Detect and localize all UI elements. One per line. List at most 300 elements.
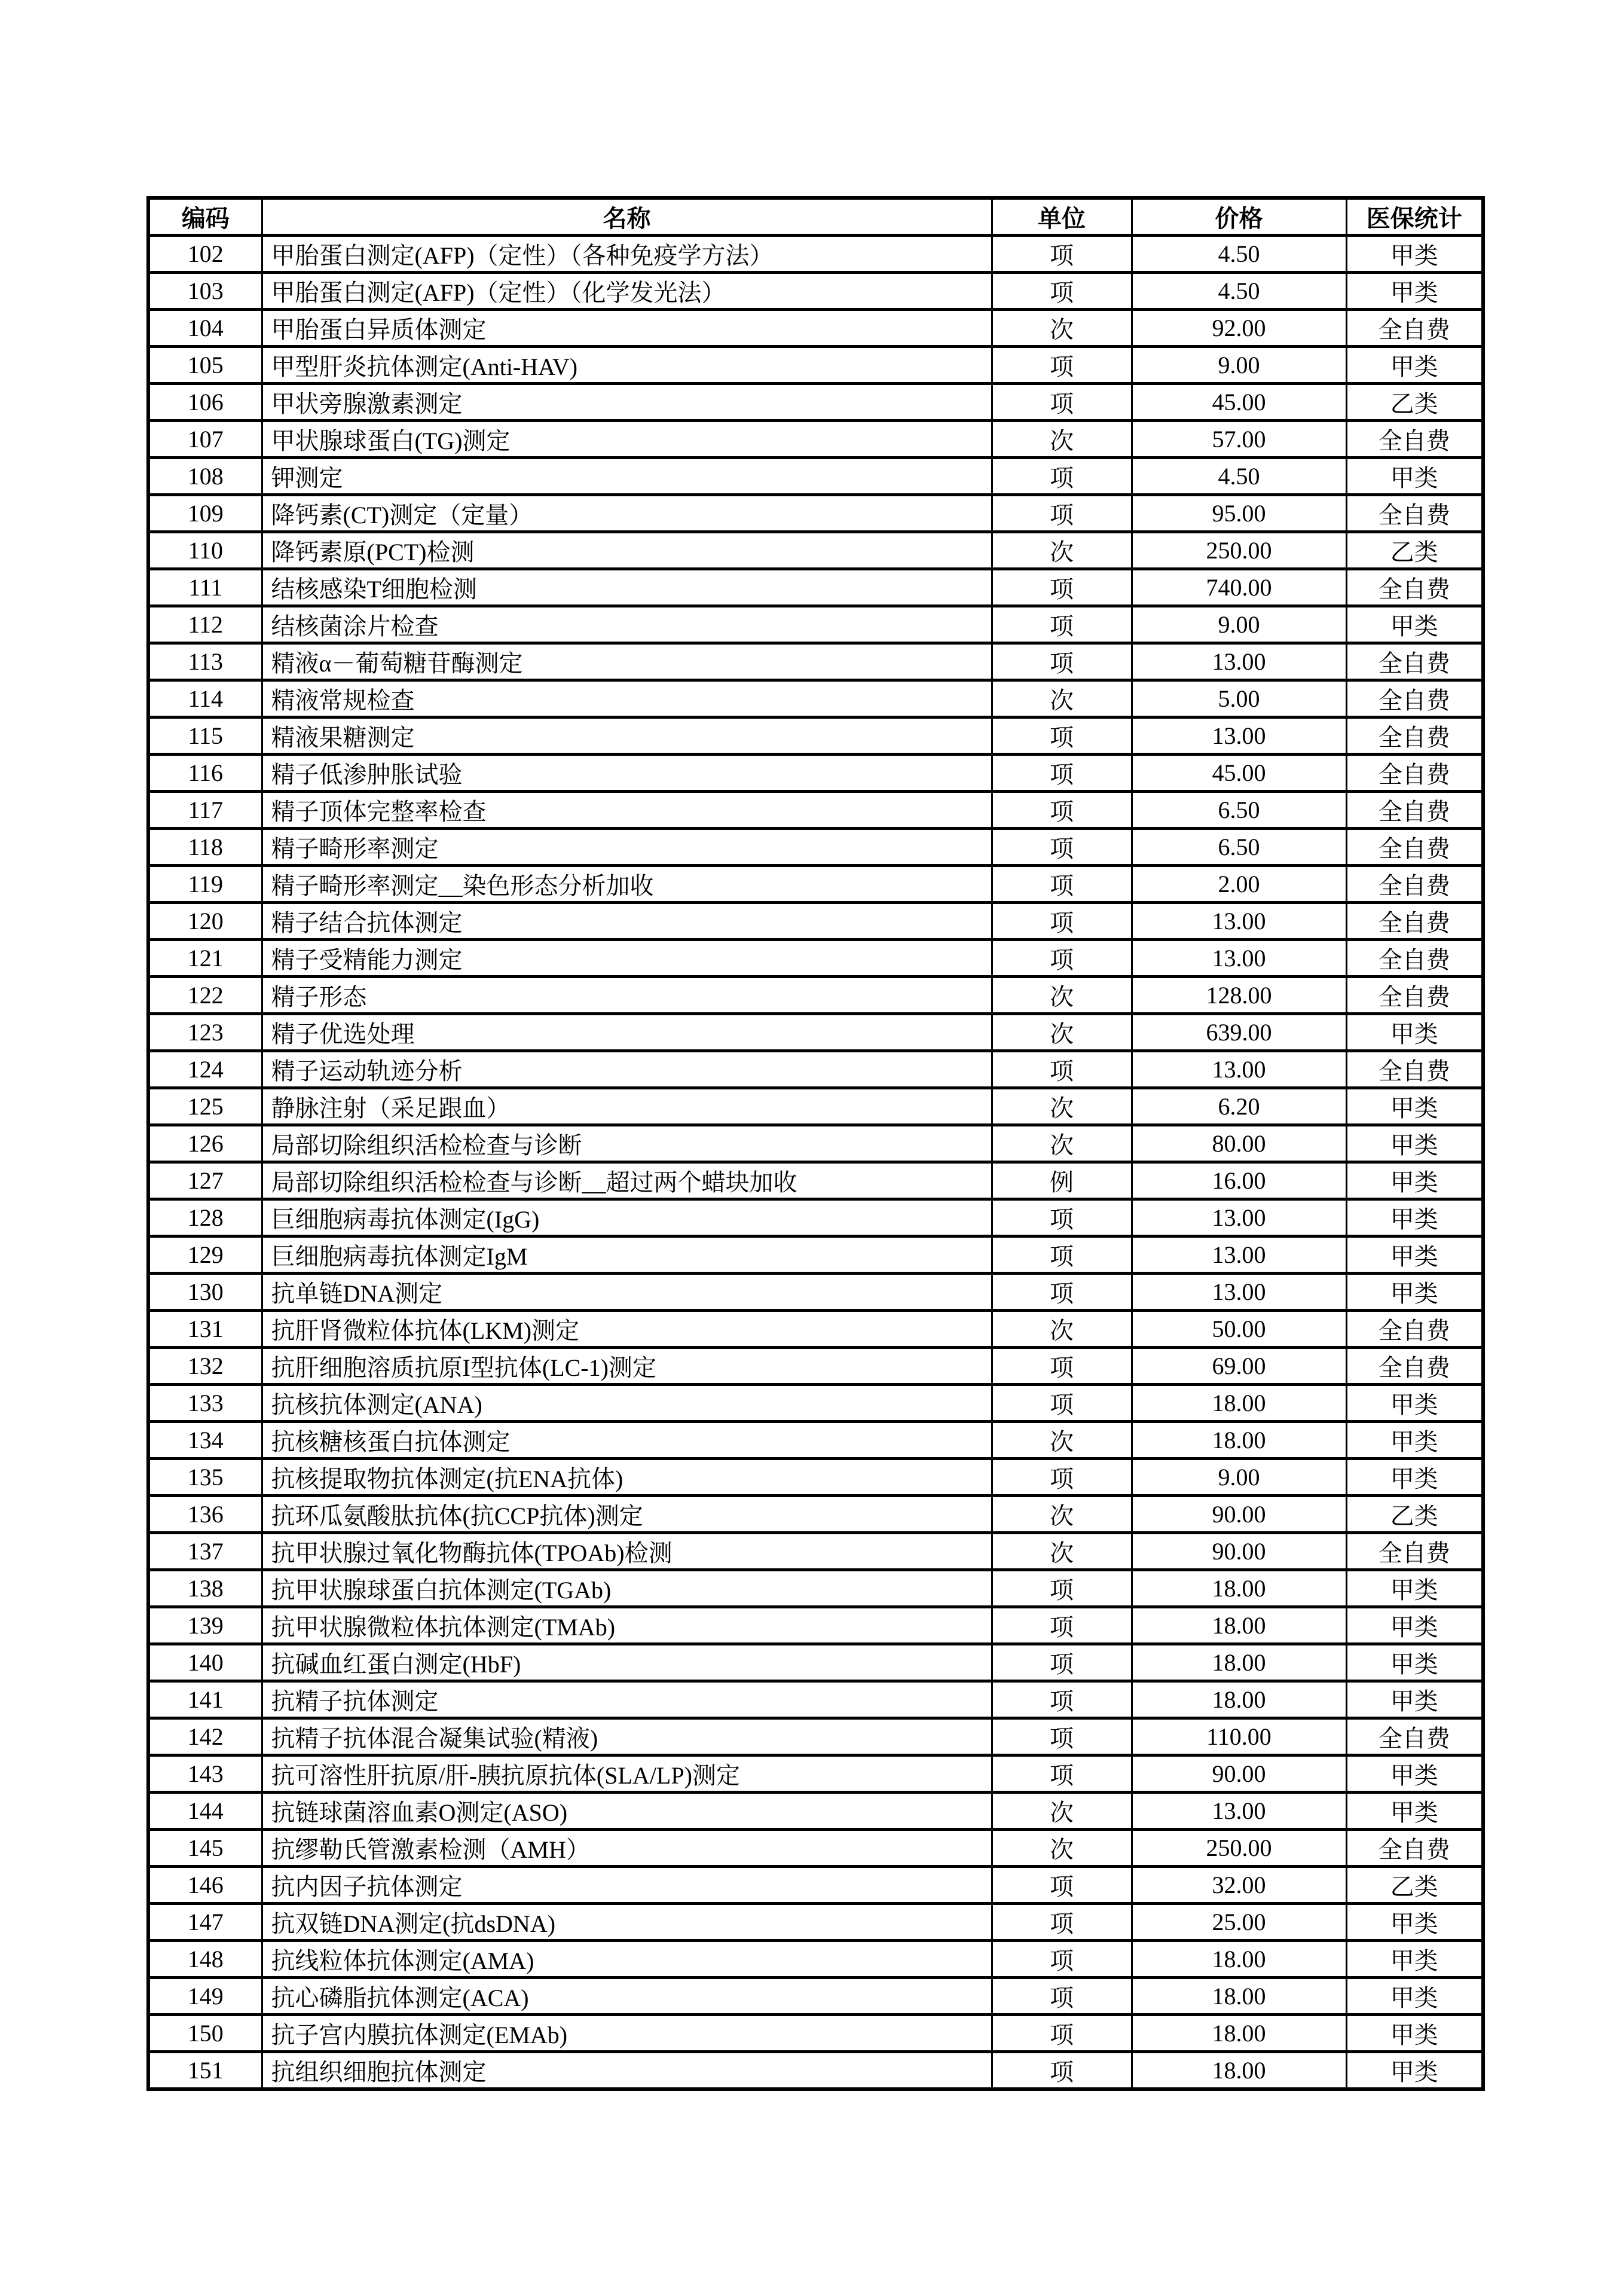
table-row — [148, 1348, 1483, 1385]
cell-insurance: 甲类 — [1346, 347, 1483, 384]
cell-insurance: 乙类 — [1346, 384, 1483, 421]
cell-unit: 项 — [992, 1904, 1132, 1941]
cell-unit: 项 — [992, 903, 1132, 940]
cell-price: 95.00 — [1132, 495, 1346, 532]
cell-price: 5.00 — [1132, 680, 1346, 718]
cell-price: 740.00 — [1132, 569, 1346, 606]
cell-price: 18.00 — [1132, 2015, 1346, 2052]
cell-unit: 次 — [992, 310, 1132, 347]
cell-insurance: 全自费 — [1346, 1051, 1483, 1088]
cell-name: 甲型肝炎抗体测定(Anti-HAV) — [262, 347, 992, 384]
medical-price-table — [146, 196, 1485, 2091]
table-row — [148, 1162, 1483, 1199]
cell-code: 112 — [148, 606, 262, 643]
cell-code: 144 — [148, 1793, 262, 1830]
cell-code: 146 — [148, 1867, 262, 1904]
cell-code: 137 — [148, 1533, 262, 1570]
cell-name: 抗单链DNA测定 — [262, 1274, 992, 1311]
cell-name: 抗心磷脂抗体测定(ACA) — [262, 1978, 992, 2015]
cell-unit: 项 — [992, 1644, 1132, 1681]
cell-unit: 项 — [992, 643, 1132, 680]
cell-price: 4.50 — [1132, 236, 1346, 273]
cell-code: 119 — [148, 866, 262, 903]
cell-insurance: 甲类 — [1346, 1755, 1483, 1793]
cell-name: 静脉注射（采足跟血） — [262, 1088, 992, 1125]
table-row — [148, 273, 1483, 310]
cell-price: 25.00 — [1132, 1904, 1346, 1941]
cell-name: 抗精子抗体测定 — [262, 1681, 992, 1718]
cell-name: 抗组织细胞抗体测定 — [262, 2052, 992, 2090]
cell-unit: 项 — [992, 1051, 1132, 1088]
cell-price: 13.00 — [1132, 643, 1346, 680]
cell-unit: 项 — [992, 495, 1132, 532]
cell-name: 抗环瓜氨酸肽抗体(抗CCP抗体)测定 — [262, 1496, 992, 1533]
cell-code: 133 — [148, 1385, 262, 1422]
cell-unit: 项 — [992, 1607, 1132, 1644]
cell-code: 120 — [148, 903, 262, 940]
cell-insurance: 甲类 — [1346, 1274, 1483, 1311]
table-row — [148, 1793, 1483, 1830]
cell-name: 精液果糖测定 — [262, 718, 992, 755]
cell-name: 钾测定 — [262, 458, 992, 495]
cell-price: 6.50 — [1132, 792, 1346, 829]
table-row — [148, 236, 1483, 273]
cell-unit: 次 — [992, 680, 1132, 718]
cell-unit: 项 — [992, 1385, 1132, 1422]
table-row — [148, 977, 1483, 1014]
cell-price: 18.00 — [1132, 1385, 1346, 1422]
cell-unit: 项 — [992, 384, 1132, 421]
cell-name: 精液α－葡萄糖苷酶测定 — [262, 643, 992, 680]
table-row — [148, 1533, 1483, 1570]
cell-insurance: 甲类 — [1346, 1978, 1483, 2015]
table-row — [148, 1199, 1483, 1236]
table-row — [148, 1830, 1483, 1867]
cell-insurance: 乙类 — [1346, 1496, 1483, 1533]
cell-insurance: 甲类 — [1346, 1607, 1483, 1644]
cell-insurance: 甲类 — [1346, 1385, 1483, 1422]
cell-code: 122 — [148, 977, 262, 1014]
cell-price: 18.00 — [1132, 1570, 1346, 1607]
cell-insurance: 甲类 — [1346, 1459, 1483, 1496]
cell-unit: 项 — [992, 1867, 1132, 1904]
column-header-code: 编码 — [148, 198, 262, 236]
cell-unit: 次 — [992, 1088, 1132, 1125]
cell-unit: 项 — [992, 1236, 1132, 1274]
cell-unit: 次 — [992, 1496, 1132, 1533]
cell-code: 130 — [148, 1274, 262, 1311]
cell-insurance: 甲类 — [1346, 606, 1483, 643]
table-row — [148, 1051, 1483, 1088]
cell-name: 抗子宫内膜抗体测定(EMAb) — [262, 2015, 992, 2052]
cell-unit: 次 — [992, 1422, 1132, 1459]
table-row — [148, 2015, 1483, 2052]
cell-unit: 次 — [992, 532, 1132, 569]
header-row — [148, 198, 1483, 236]
cell-unit: 项 — [992, 755, 1132, 792]
cell-insurance: 甲类 — [1346, 1904, 1483, 1941]
cell-name: 甲状旁腺激素测定 — [262, 384, 992, 421]
cell-code: 135 — [148, 1459, 262, 1496]
table-row — [148, 1681, 1483, 1718]
cell-name: 精子畸形率测定__染色形态分析加收 — [262, 866, 992, 903]
cell-name: 甲胎蛋白测定(AFP)（定性）（化学发光法） — [262, 273, 992, 310]
cell-price: 110.00 — [1132, 1718, 1346, 1755]
cell-unit: 项 — [992, 236, 1132, 273]
table-row — [148, 495, 1483, 532]
column-header-unit: 单位 — [992, 198, 1132, 236]
cell-insurance: 全自费 — [1346, 903, 1483, 940]
cell-code: 115 — [148, 718, 262, 755]
cell-code: 103 — [148, 273, 262, 310]
cell-code: 107 — [148, 421, 262, 458]
cell-unit: 项 — [992, 866, 1132, 903]
cell-unit: 例 — [992, 1162, 1132, 1199]
table-row — [148, 792, 1483, 829]
cell-name: 精子结合抗体测定 — [262, 903, 992, 940]
cell-price: 16.00 — [1132, 1162, 1346, 1199]
cell-insurance: 甲类 — [1346, 1199, 1483, 1236]
cell-name: 抗缪勒氏管激素检测（AMH） — [262, 1830, 992, 1867]
cell-name: 抗精子抗体混合凝集试验(精液) — [262, 1718, 992, 1755]
cell-price: 9.00 — [1132, 347, 1346, 384]
table-row — [148, 1385, 1483, 1422]
cell-unit: 项 — [992, 1941, 1132, 1978]
cell-code: 127 — [148, 1162, 262, 1199]
cell-code: 138 — [148, 1570, 262, 1607]
cell-code: 150 — [148, 2015, 262, 2052]
cell-code: 128 — [148, 1199, 262, 1236]
cell-price: 250.00 — [1132, 532, 1346, 569]
cell-insurance: 甲类 — [1346, 273, 1483, 310]
cell-price: 18.00 — [1132, 1422, 1346, 1459]
cell-code: 149 — [148, 1978, 262, 2015]
cell-price: 90.00 — [1132, 1496, 1346, 1533]
cell-insurance: 甲类 — [1346, 2015, 1483, 2052]
cell-code: 124 — [148, 1051, 262, 1088]
cell-price: 80.00 — [1132, 1125, 1346, 1162]
cell-price: 92.00 — [1132, 310, 1346, 347]
cell-name: 甲状腺球蛋白(TG)测定 — [262, 421, 992, 458]
table-row — [148, 866, 1483, 903]
cell-code: 134 — [148, 1422, 262, 1459]
cell-insurance: 甲类 — [1346, 1088, 1483, 1125]
cell-unit: 项 — [992, 1348, 1132, 1385]
cell-insurance: 全自费 — [1346, 940, 1483, 977]
cell-name: 抗甲状腺过氧化物酶抗体(TPOAb)检测 — [262, 1533, 992, 1570]
cell-price: 6.20 — [1132, 1088, 1346, 1125]
cell-price: 13.00 — [1132, 1051, 1346, 1088]
table-row — [148, 1496, 1483, 1533]
cell-name: 局部切除组织活检检查与诊断__超过两个蜡块加收 — [262, 1162, 992, 1199]
table-row — [148, 310, 1483, 347]
table-row — [148, 1978, 1483, 2015]
cell-unit: 项 — [992, 829, 1132, 866]
cell-unit: 次 — [992, 1014, 1132, 1051]
cell-name: 抗核糖核蛋白抗体测定 — [262, 1422, 992, 1459]
cell-unit: 项 — [992, 458, 1132, 495]
table-row — [148, 1311, 1483, 1348]
cell-name: 降钙素原(PCT)检测 — [262, 532, 992, 569]
cell-unit: 次 — [992, 1533, 1132, 1570]
cell-code: 114 — [148, 680, 262, 718]
cell-code: 131 — [148, 1311, 262, 1348]
cell-unit: 次 — [992, 1311, 1132, 1348]
cell-name: 精子形态 — [262, 977, 992, 1014]
cell-name: 精子畸形率测定 — [262, 829, 992, 866]
cell-price: 18.00 — [1132, 1978, 1346, 2015]
table-row — [148, 1755, 1483, 1793]
cell-price: 13.00 — [1132, 1793, 1346, 1830]
cell-code: 111 — [148, 569, 262, 606]
cell-code: 151 — [148, 2052, 262, 2090]
cell-code: 109 — [148, 495, 262, 532]
cell-insurance: 全自费 — [1346, 569, 1483, 606]
cell-unit: 次 — [992, 1793, 1132, 1830]
cell-insurance: 甲类 — [1346, 1125, 1483, 1162]
cell-price: 32.00 — [1132, 1867, 1346, 1904]
cell-code: 148 — [148, 1941, 262, 1978]
cell-code: 142 — [148, 1718, 262, 1755]
cell-code: 108 — [148, 458, 262, 495]
cell-insurance: 甲类 — [1346, 1644, 1483, 1681]
cell-price: 13.00 — [1132, 1236, 1346, 1274]
cell-code: 147 — [148, 1904, 262, 1941]
cell-insurance: 甲类 — [1346, 1014, 1483, 1051]
cell-name: 精子低渗肿胀试验 — [262, 755, 992, 792]
cell-unit: 项 — [992, 1978, 1132, 2015]
cell-name: 抗甲状腺球蛋白抗体测定(TGAb) — [262, 1570, 992, 1607]
cell-code: 116 — [148, 755, 262, 792]
table-row — [148, 1904, 1483, 1941]
cell-name: 降钙素(CT)测定（定量） — [262, 495, 992, 532]
cell-code: 143 — [148, 1755, 262, 1793]
column-header-name: 名称 — [262, 198, 992, 236]
cell-insurance: 甲类 — [1346, 1681, 1483, 1718]
cell-insurance: 全自费 — [1346, 755, 1483, 792]
cell-price: 90.00 — [1132, 1533, 1346, 1570]
cell-price: 69.00 — [1132, 1348, 1346, 1385]
cell-name: 抗肝肾微粒体抗体(LKM)测定 — [262, 1311, 992, 1348]
cell-insurance: 全自费 — [1346, 680, 1483, 718]
cell-insurance: 乙类 — [1346, 1867, 1483, 1904]
cell-code: 136 — [148, 1496, 262, 1533]
cell-name: 精子受精能力测定 — [262, 940, 992, 977]
table-row — [148, 606, 1483, 643]
cell-unit: 项 — [992, 2052, 1132, 2090]
cell-unit: 次 — [992, 1125, 1132, 1162]
cell-price: 9.00 — [1132, 606, 1346, 643]
cell-price: 13.00 — [1132, 903, 1346, 940]
cell-code: 118 — [148, 829, 262, 866]
cell-name: 巨细胞病毒抗体测定(IgG) — [262, 1199, 992, 1236]
cell-insurance: 全自费 — [1346, 866, 1483, 903]
cell-name: 抗链球菌溶血素O测定(ASO) — [262, 1793, 992, 1830]
cell-price: 13.00 — [1132, 1199, 1346, 1236]
cell-name: 结核菌涂片检查 — [262, 606, 992, 643]
cell-unit: 项 — [992, 792, 1132, 829]
table-row — [148, 680, 1483, 718]
cell-insurance: 甲类 — [1346, 1570, 1483, 1607]
cell-insurance: 全自费 — [1346, 310, 1483, 347]
cell-name: 抗肝细胞溶质抗原I型抗体(LC-1)测定 — [262, 1348, 992, 1385]
cell-insurance: 全自费 — [1346, 977, 1483, 1014]
cell-price: 18.00 — [1132, 1607, 1346, 1644]
cell-unit: 项 — [992, 1755, 1132, 1793]
table-row — [148, 1644, 1483, 1681]
table-row — [148, 1570, 1483, 1607]
cell-price: 4.50 — [1132, 273, 1346, 310]
cell-code: 141 — [148, 1681, 262, 1718]
cell-name: 精子运动轨迹分析 — [262, 1051, 992, 1088]
cell-price: 13.00 — [1132, 1274, 1346, 1311]
cell-unit: 项 — [992, 1681, 1132, 1718]
cell-insurance: 甲类 — [1346, 1941, 1483, 1978]
table-row — [148, 458, 1483, 495]
cell-insurance: 甲类 — [1346, 458, 1483, 495]
cell-unit: 次 — [992, 977, 1132, 1014]
table-row — [148, 1867, 1483, 1904]
cell-price: 13.00 — [1132, 940, 1346, 977]
table-row — [148, 384, 1483, 421]
table-row — [148, 1607, 1483, 1644]
cell-price: 2.00 — [1132, 866, 1346, 903]
cell-insurance: 全自费 — [1346, 718, 1483, 755]
cell-price: 18.00 — [1132, 2052, 1346, 2090]
cell-unit: 次 — [992, 421, 1132, 458]
cell-code: 126 — [148, 1125, 262, 1162]
cell-name: 甲胎蛋白异质体测定 — [262, 310, 992, 347]
table-header — [148, 198, 1483, 236]
cell-unit: 项 — [992, 347, 1132, 384]
cell-price: 13.00 — [1132, 718, 1346, 755]
table-row — [148, 1422, 1483, 1459]
table-row — [148, 940, 1483, 977]
table-row — [148, 1125, 1483, 1162]
cell-unit: 项 — [992, 1570, 1132, 1607]
cell-insurance: 甲类 — [1346, 1236, 1483, 1274]
cell-code: 125 — [148, 1088, 262, 1125]
cell-price: 4.50 — [1132, 458, 1346, 495]
cell-name: 抗内因子抗体测定 — [262, 1867, 992, 1904]
cell-code: 106 — [148, 384, 262, 421]
cell-unit: 项 — [992, 940, 1132, 977]
cell-code: 129 — [148, 1236, 262, 1274]
cell-name: 抗线粒体抗体测定(AMA) — [262, 1941, 992, 1978]
cell-name: 抗可溶性肝抗原/肝-胰抗原抗体(SLA/LP)测定 — [262, 1755, 992, 1793]
cell-price: 18.00 — [1132, 1681, 1346, 1718]
cell-price: 250.00 — [1132, 1830, 1346, 1867]
cell-price: 639.00 — [1132, 1014, 1346, 1051]
table-row — [148, 718, 1483, 755]
cell-name: 精子顶体完整率检查 — [262, 792, 992, 829]
table-row — [148, 1236, 1483, 1274]
cell-price: 18.00 — [1132, 1644, 1346, 1681]
cell-price: 50.00 — [1132, 1311, 1346, 1348]
cell-code: 113 — [148, 643, 262, 680]
cell-name: 甲胎蛋白测定(AFP)（定性）（各种免疫学方法） — [262, 236, 992, 273]
cell-insurance: 全自费 — [1346, 1830, 1483, 1867]
cell-price: 45.00 — [1132, 755, 1346, 792]
cell-price: 57.00 — [1132, 421, 1346, 458]
cell-price: 6.50 — [1132, 829, 1346, 866]
cell-insurance: 全自费 — [1346, 1348, 1483, 1385]
cell-code: 102 — [148, 236, 262, 273]
table-body — [148, 236, 1483, 2090]
cell-unit: 项 — [992, 2015, 1132, 2052]
cell-insurance: 全自费 — [1346, 1718, 1483, 1755]
table-row — [148, 1014, 1483, 1051]
cell-name: 精液常规检查 — [262, 680, 992, 718]
cell-insurance: 全自费 — [1346, 1533, 1483, 1570]
cell-unit: 项 — [992, 273, 1132, 310]
cell-name: 抗双链DNA测定(抗dsDNA) — [262, 1904, 992, 1941]
cell-insurance: 甲类 — [1346, 2052, 1483, 2090]
cell-insurance: 全自费 — [1346, 421, 1483, 458]
cell-name: 抗核抗体测定(ANA) — [262, 1385, 992, 1422]
cell-name: 抗核提取物抗体测定(抗ENA抗体) — [262, 1459, 992, 1496]
cell-code: 145 — [148, 1830, 262, 1867]
cell-code: 123 — [148, 1014, 262, 1051]
table-row — [148, 532, 1483, 569]
cell-name: 抗碱血红蛋白测定(HbF) — [262, 1644, 992, 1681]
cell-code: 121 — [148, 940, 262, 977]
cell-unit: 次 — [992, 1830, 1132, 1867]
cell-unit: 项 — [992, 1459, 1132, 1496]
cell-price: 45.00 — [1132, 384, 1346, 421]
cell-insurance: 甲类 — [1346, 236, 1483, 273]
cell-unit: 项 — [992, 1718, 1132, 1755]
cell-unit: 项 — [992, 569, 1132, 606]
table-row — [148, 2052, 1483, 2090]
cell-name: 抗甲状腺微粒体抗体测定(TMAb) — [262, 1607, 992, 1644]
cell-code: 105 — [148, 347, 262, 384]
cell-code: 117 — [148, 792, 262, 829]
column-header-price: 价格 — [1132, 198, 1346, 236]
cell-unit: 项 — [992, 1199, 1132, 1236]
cell-insurance: 全自费 — [1346, 1311, 1483, 1348]
cell-insurance: 甲类 — [1346, 1793, 1483, 1830]
cell-code: 110 — [148, 532, 262, 569]
cell-insurance: 乙类 — [1346, 532, 1483, 569]
cell-code: 104 — [148, 310, 262, 347]
table-row — [148, 1274, 1483, 1311]
cell-name: 巨细胞病毒抗体测定IgM — [262, 1236, 992, 1274]
table-row — [148, 1088, 1483, 1125]
cell-insurance: 甲类 — [1346, 1162, 1483, 1199]
cell-unit: 项 — [992, 718, 1132, 755]
table-row — [148, 903, 1483, 940]
table-row — [148, 421, 1483, 458]
cell-unit: 项 — [992, 606, 1132, 643]
cell-price: 9.00 — [1132, 1459, 1346, 1496]
table-row — [148, 347, 1483, 384]
cell-insurance: 全自费 — [1346, 829, 1483, 866]
cell-unit: 项 — [992, 1274, 1132, 1311]
cell-name: 局部切除组织活检检查与诊断 — [262, 1125, 992, 1162]
table-row — [148, 755, 1483, 792]
cell-code: 140 — [148, 1644, 262, 1681]
cell-price: 18.00 — [1132, 1941, 1346, 1978]
table-row — [148, 1941, 1483, 1978]
cell-insurance: 全自费 — [1346, 495, 1483, 532]
table-row — [148, 1459, 1483, 1496]
cell-code: 139 — [148, 1607, 262, 1644]
table-row — [148, 643, 1483, 680]
table-row — [148, 1718, 1483, 1755]
column-header-insurance: 医保统计 — [1346, 198, 1483, 236]
cell-price: 128.00 — [1132, 977, 1346, 1014]
